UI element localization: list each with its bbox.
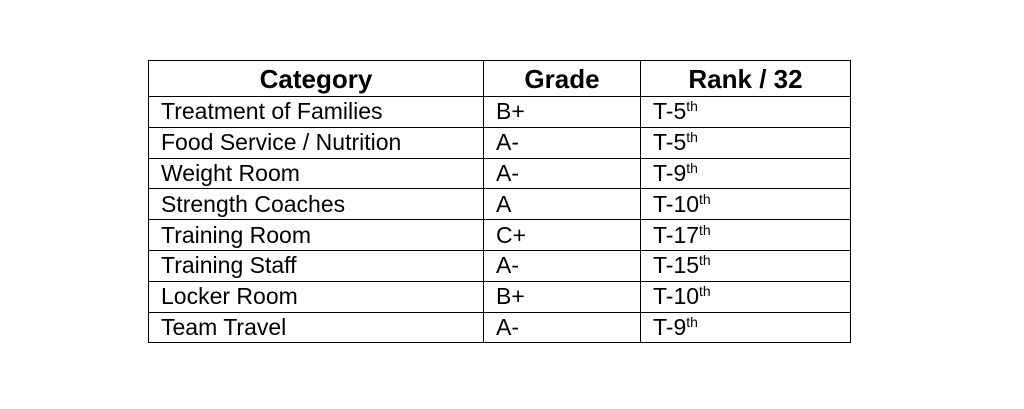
table-body xyxy=(149,97,851,343)
rank-cell xyxy=(641,312,851,343)
table-row xyxy=(149,189,851,220)
category-cell: Locker Room xyxy=(149,281,484,312)
rank-cell xyxy=(641,97,851,128)
rank-suffix: th xyxy=(699,190,711,207)
category-cell: Food Service / Nutrition xyxy=(149,127,484,158)
rank-suffix: th xyxy=(686,129,698,146)
table-row xyxy=(149,127,851,158)
category-cell: Treatment of Families xyxy=(149,97,484,128)
table-row xyxy=(149,250,851,281)
category-cell: Team Travel xyxy=(149,312,484,343)
category-cell: Training Room xyxy=(149,220,484,251)
rank-value: T-15 xyxy=(653,252,700,279)
rank-value: T-9 xyxy=(653,159,687,186)
grade-cell: A- xyxy=(484,312,641,343)
grades-table xyxy=(148,60,851,343)
rank-cell xyxy=(641,189,851,220)
rank-suffix: th xyxy=(699,283,711,300)
rank-cell xyxy=(641,127,851,158)
category-cell: Training Staff xyxy=(149,250,484,281)
rank-cell xyxy=(641,220,851,251)
grade-cell: A- xyxy=(484,127,641,158)
table-row xyxy=(149,220,851,251)
header-rank: Rank / 32 xyxy=(641,61,851,97)
table-header xyxy=(149,61,851,97)
table-row xyxy=(149,158,851,189)
grade-cell: A- xyxy=(484,158,641,189)
grade-cell: C+ xyxy=(484,220,641,251)
header-row xyxy=(149,61,851,97)
table-row xyxy=(149,281,851,312)
rank-suffix: th xyxy=(686,313,698,330)
grade-cell: B+ xyxy=(484,97,641,128)
rank-value: T-5 xyxy=(653,129,687,156)
rank-suffix: th xyxy=(699,221,711,238)
grade-cell: B+ xyxy=(484,281,641,312)
table-row xyxy=(149,97,851,128)
category-cell: Weight Room xyxy=(149,158,484,189)
rank-value: T-9 xyxy=(653,313,687,340)
header-category: Category xyxy=(149,61,484,97)
grade-cell: A- xyxy=(484,250,641,281)
rank-value: T-5 xyxy=(653,98,687,125)
rank-suffix: th xyxy=(686,159,698,176)
rank-value: T-10 xyxy=(653,190,700,217)
grade-cell: A xyxy=(484,189,641,220)
rank-cell xyxy=(641,158,851,189)
rank-suffix: th xyxy=(699,252,711,269)
rank-cell xyxy=(641,250,851,281)
category-cell: Strength Coaches xyxy=(149,189,484,220)
header-grade: Grade xyxy=(484,61,641,97)
rank-cell xyxy=(641,281,851,312)
rank-value: T-17 xyxy=(653,221,700,248)
table-row xyxy=(149,312,851,343)
rank-suffix: th xyxy=(686,98,698,115)
rank-value: T-10 xyxy=(653,283,700,310)
